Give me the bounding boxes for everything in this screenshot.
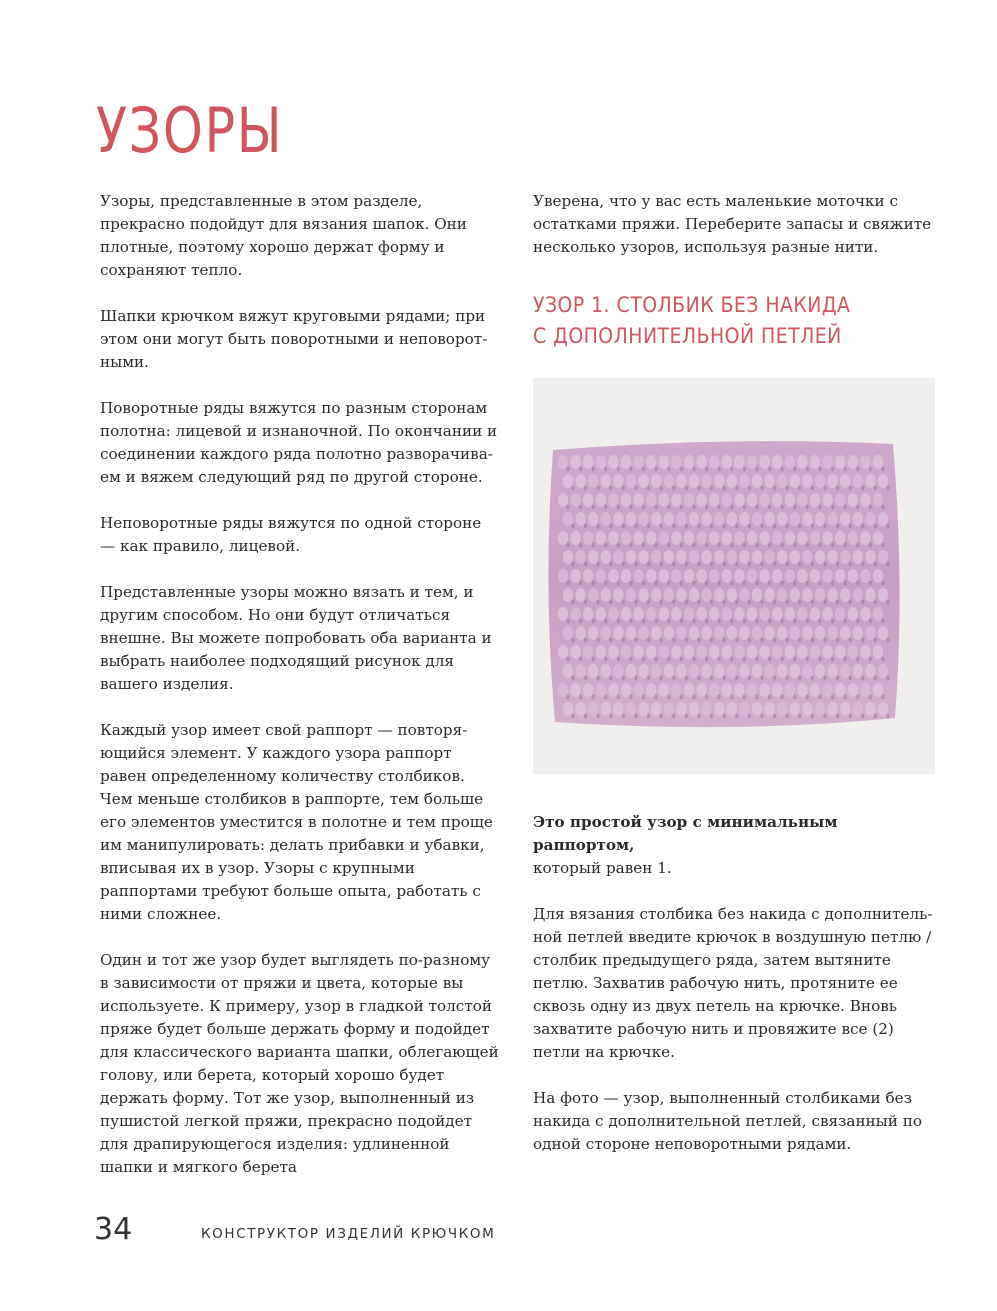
intro-paragraph: Уверена, что у вас есть маленькие моточки с остатками пряжи. Переберите запасы и свяжите несколько узоров, используя разные нити. — [533, 192, 932, 256]
section-heading — [533, 290, 850, 352]
right-column-intro — [533, 190, 933, 282]
right-column-body — [533, 811, 933, 1179]
running-footer: КОНСТРУКТОР ИЗДЕЛИЙ КРЮЧКОМ — [201, 1226, 496, 1242]
caption-rest: который равен 1. — [533, 859, 672, 877]
section-heading-line2: С ДОПОЛНИТЕЛЬНОЙ ПЕТЛЕЙ — [533, 324, 842, 348]
body-paragraph: Поворотные ряды вяжутся по разным сторонам полотна: лицевой и изнаночной. По окончании и соединении каждого ряда полотно разворачиваем и вяжем следующий ряд по другой стороне. — [100, 399, 498, 486]
caption-bold: Это простой узор с минимальным раппортом, — [533, 813, 838, 854]
page-number: 34 — [94, 1212, 133, 1247]
left-column — [100, 190, 500, 1202]
swatch-photo — [533, 378, 935, 774]
body-paragraph: Неповоротные ряды вяжутся по одной стороне — как правило, лицевой. — [100, 514, 482, 555]
body-paragraph: Представленные узоры можно вязать и тем, и другим способом. Но они будут отличаться внешне. Вы можете попробовать оба варианта и выбрать наиболее подходящий рисунок для вашего изделия. — [100, 583, 492, 693]
body-paragraph: Узоры, представленные в этом разделе, прекрасно подойдут для вязания шапок. Они плотные, поэтому хорошо держат форму и сохраняют тепло. — [100, 192, 467, 279]
body-paragraph: Шапки крючком вяжут круговыми рядами; при этом они могут быть поворотными и неповоротными. — [100, 307, 488, 371]
crochet-swatch-image — [533, 378, 935, 774]
section-heading-line1: УЗОР 1. СТОЛБИК БЕЗ НАКИДА — [533, 293, 851, 317]
body-paragraph: Для вязания столбика без накида с дополнительной петлей введите крючок в воздушную петлю / столбик предыдущего ряда, затем вытяните петлю. Захватив рабочую нить, протяните ее сквозь одну из двух петель на крючке. Вновь захватите рабочую нить и провяжите все (2) петли на крючке. — [533, 905, 933, 1061]
page-title: УЗОРЫ — [96, 94, 284, 167]
body-paragraph: На фото — узор, выполненный столбиками без накида с дополнительной петлей, связанный по одной стороне неповоротными рядами. — [533, 1089, 922, 1153]
body-paragraph: Каждый узор имеет свой раппорт — повторяющийся элемент. У каждого узора раппорт равен определенному количеству столбиков. Чем меньше столбиков в раппорте, тем больше его элементов уместится в полотне и тем проще им манипулировать: делать прибавки и убавки, вписывая их в узор. Узоры с крупными раппортами требуют больше опыта, работать с ними сложнее. — [100, 721, 493, 923]
body-paragraph: Один и тот же узор будет выглядеть по-разному в зависимости от пряжи и цвета, которые вы используете. К примеру, узор в гладкой толстой пряже будет больше держать форму и подойдет для классического варианта шапки, облегающей голову, или берета, который хорошо будет держать форму. Тот же узор, выполненный из пушистой легкой пряжи, прекрасно подойдет для драпирующегося изделия: удлиненной шапки и мягкого берета — [100, 951, 499, 1176]
caption — [533, 811, 933, 880]
